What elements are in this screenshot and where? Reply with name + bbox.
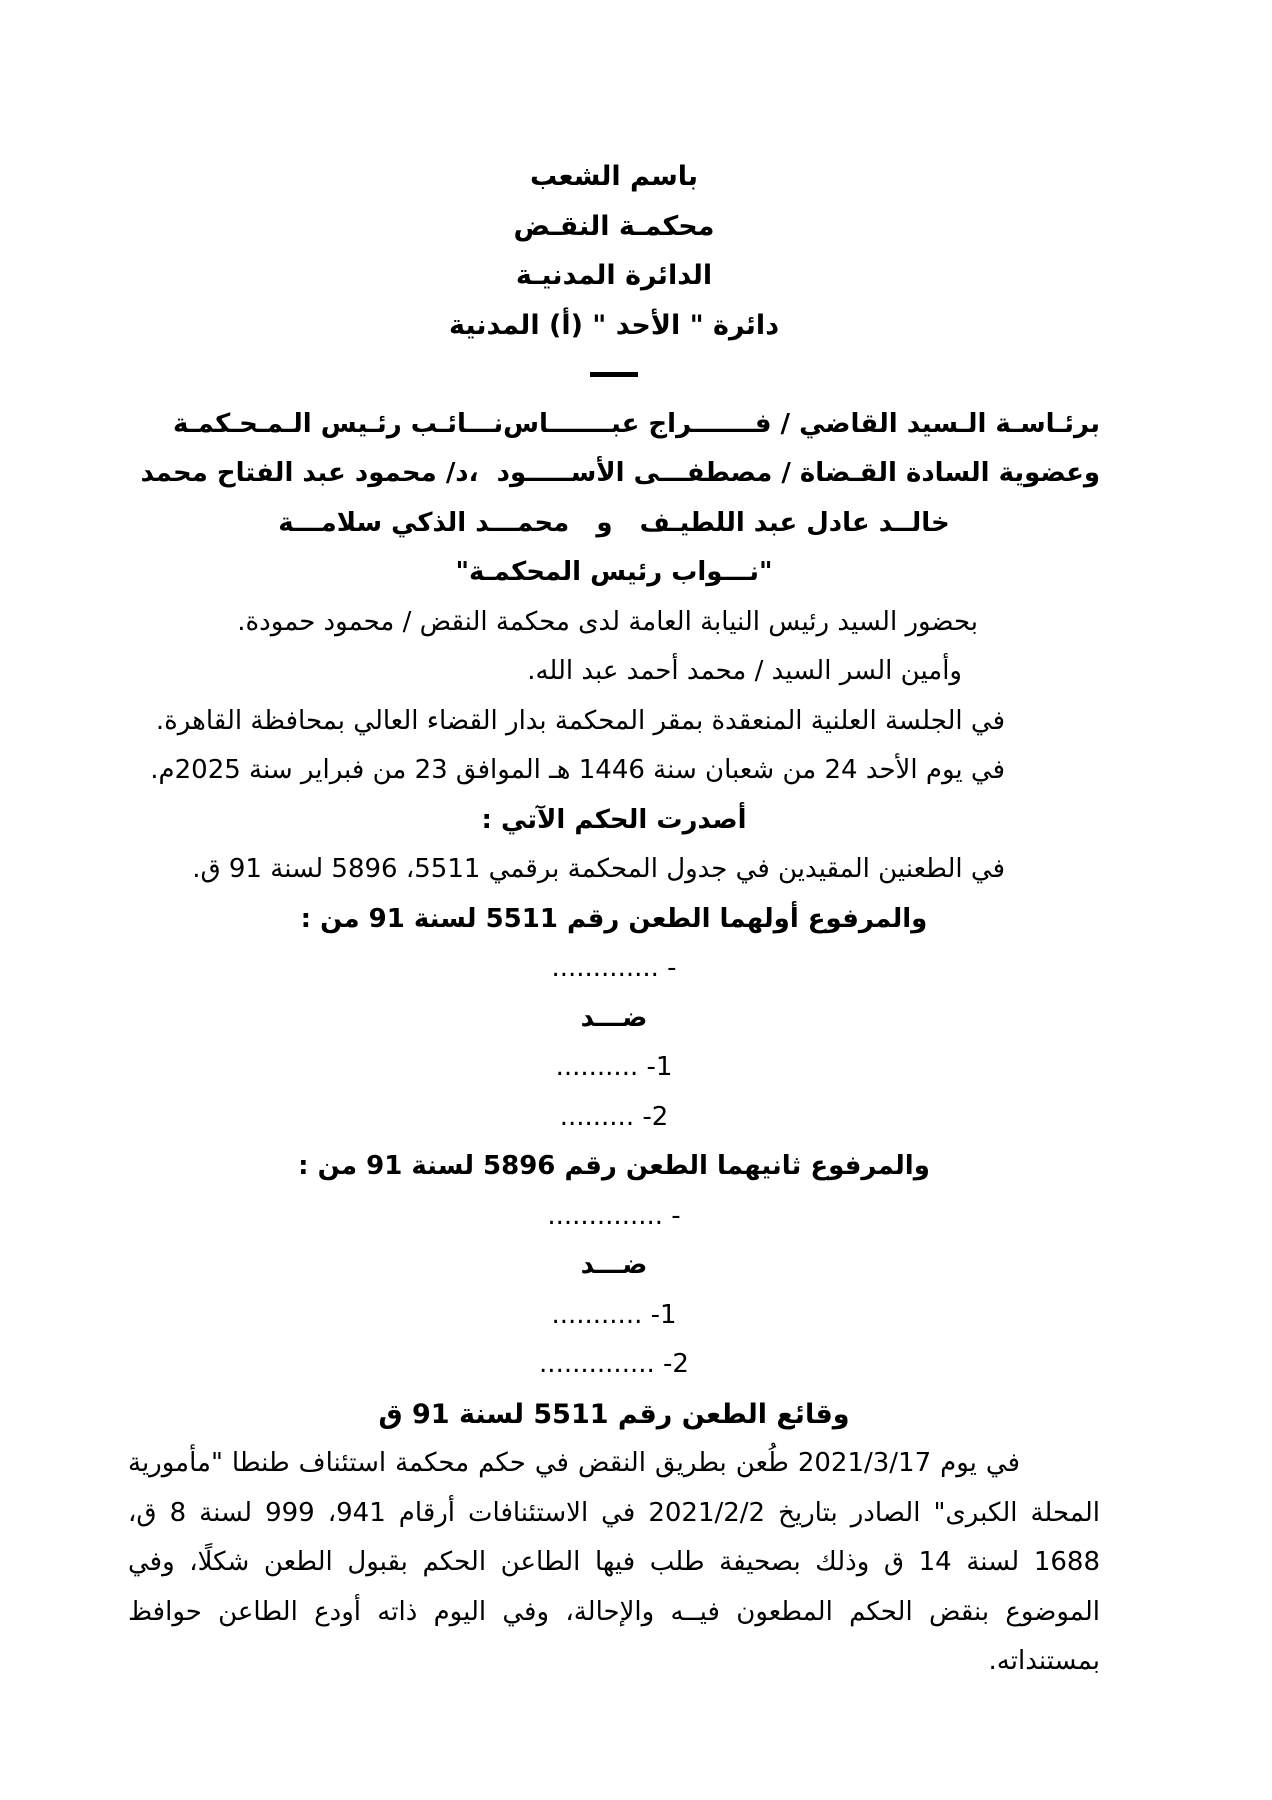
presiding-judge-title: نـــائـب رئـيس الـمـحـكمـة (173, 408, 504, 439)
panel-members-line-1 (128, 449, 1100, 499)
prosecutor-line: بحضور السيد رئيس النيابة العامة لدى محكمة النقض / محمود حمودة. (237, 606, 978, 637)
session-venue-line: في الجلسة العلنية المنعقدة بمقر المحكمة بدار القضاء العالي بمحافظة القاهرة. (155, 705, 1005, 736)
appeal1-heading: والمرفوع أولهما الطعن رقم 5511 لسنة 91 من : (300, 903, 928, 934)
separator-bar (590, 372, 638, 377)
appeal2-appellant-placeholder: - .............. (547, 1200, 681, 1231)
presiding-judge-name: برئـاسـة الـسيد القاضي / فـــــــراج عبـــــــاس (503, 408, 1100, 439)
facts-heading: وقائع الطعن رقم 5511 لسنة 91 ق (378, 1398, 850, 1430)
panel-members-names: وعضوية السادة القـضاة / مصطفـــى الأســـــود ، (468, 458, 1100, 488)
document-content (128, 152, 1100, 1687)
facts-paragraph: في يوم 2021/3/17 طُعن بطريق النقض في حكم محكمة استئناف طنطا "مأمورية المحلة الكبرى" الصادر بتاريخ 2021/2/2 في الاستئنافات أرقام 941، 999 لسنة 8 ق، 1688 لسنة 14 ق وذلك بصحيفة طلب فيها الطاعن الحكم بقبول الطعن شكلًا، وفي الموضوع بنقض الحكم المطعون فيــه والإحالة، وفي اليوم ذاته أودع الطاعن حوافظ بمستنداته. (128, 1448, 1101, 1676)
appeal1-versus: ضـــد (580, 1002, 648, 1033)
presiding-judge-line (128, 400, 1100, 450)
appeal2-heading: والمرفوع ثانيهما الطعن رقم 5896 لسنة 91 من : (298, 1151, 930, 1181)
appeal1-appellant-placeholder: - ............. (551, 953, 677, 983)
appeal2-respondent-1: 1- ........... (551, 1299, 677, 1330)
appeal2-respondent-2: 2- .............. (539, 1349, 689, 1379)
panel-members-title: "نـــواب رئيس المحكمـة" (455, 557, 773, 587)
header-in-the-name-of-the-people: باسم الشعب (529, 161, 699, 192)
appeals-intro-line: في الطعنين المقيدين في جدول المحكمة برقمي 5511، 5896 لسنة 91 ق. (192, 854, 1005, 884)
header-civil-circuit: الدائرة المدنيـة (515, 260, 713, 291)
panel-member-doctor: د/ محمود عبد الفتاح محمد (140, 458, 469, 488)
panel-members-line-2: خالــد عادل عبد اللطيـف و محمـــد الذكي سلامـــة (278, 507, 950, 538)
appeal1-respondent-2: 2- ......... (559, 1101, 669, 1132)
header-separator (128, 350, 1100, 400)
appeal2-versus: ضـــد (580, 1250, 648, 1280)
session-date-line: في يوم الأحد 24 من شعبان سنة 1446 هـ الموافق 23 من فبراير سنة 2025م. (150, 755, 1005, 785)
secretary-line: وأمين السر السيد / محمد أحمد عبد الله. (527, 656, 962, 686)
header-court-of-cassation: محكمـة النقـض (513, 210, 715, 242)
header-sunday-a-civil-circuit: دائرة " الأحد " (أ) المدنية (448, 309, 780, 341)
issued-judgment-line: أصدرت الحكم الآتي : (481, 804, 747, 835)
appeal1-respondent-1: 1- .......... (555, 1052, 673, 1082)
